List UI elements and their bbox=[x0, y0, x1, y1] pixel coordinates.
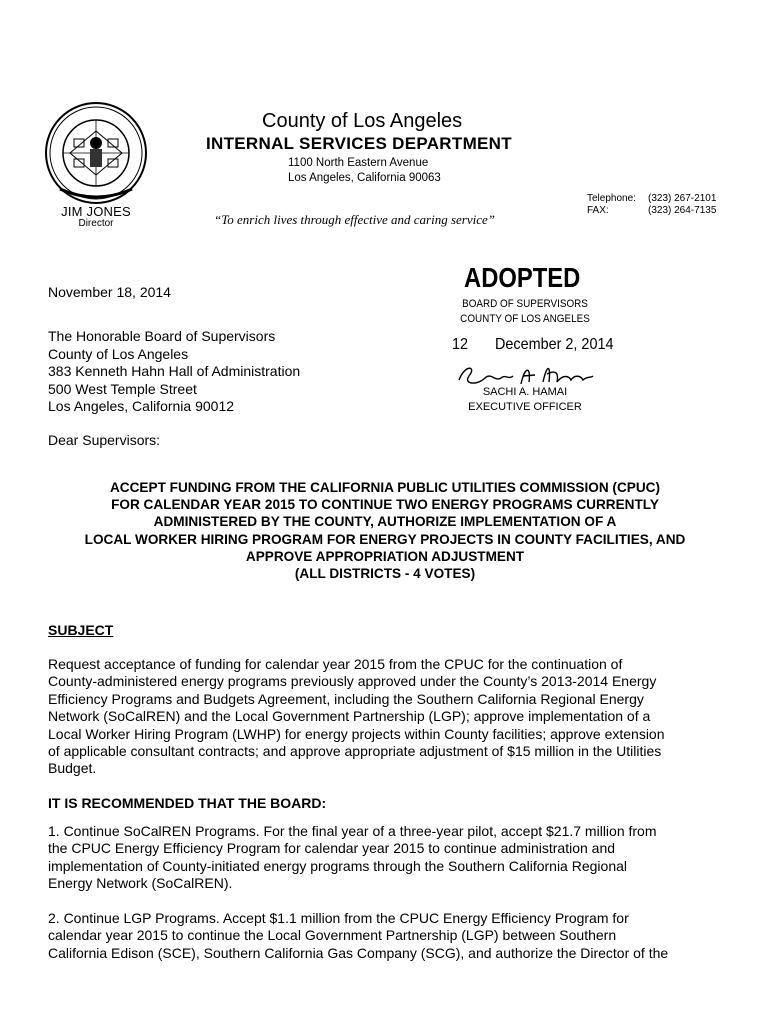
title-line: ACCEPT FUNDING FROM THE CALIFORNIA PUBLIC UTILITIES COMMISSION (CPUC) bbox=[109, 480, 661, 495]
telephone-number: (323) 267-2101 bbox=[648, 193, 717, 204]
paragraph-line: Network (SoCalREN) and the Local Government Partnership (LGP); approve implementation of a bbox=[48, 708, 651, 725]
address-line-1: 1100 North Eastern Avenue bbox=[288, 157, 429, 169]
recipient-line: County of Los Angeles bbox=[48, 345, 189, 362]
salutation: Dear Supervisors: bbox=[48, 432, 161, 448]
stamp-board: BOARD OF SUPERVISORS bbox=[462, 298, 588, 310]
stamp-item-number: 12 bbox=[452, 336, 469, 353]
department-name: INTERNAL SERVICES DEPARTMENT bbox=[206, 134, 512, 153]
title-line: LOCAL WORKER HIRING PROGRAM FOR ENERGY PROJECTS IN COUNTY FACILITIES, AND bbox=[84, 531, 686, 547]
paragraph-line: Request acceptance of funding for calendar year 2015 from the CPUC for the continuation of bbox=[48, 656, 623, 672]
paragraph-line: Efficiency Programs and Budgets Agreement, including the Southern California Regional Energy bbox=[48, 690, 644, 707]
paragraph-line: 1. Continue SoCalREN Programs. For the final year of a three-year pilot, accept $21.7 million from bbox=[48, 823, 657, 839]
subject-paragraph bbox=[48, 656, 728, 778]
title-line: (ALL DISTRICTS - 4 VOTES) bbox=[294, 566, 476, 582]
paragraph-line: Budget. bbox=[48, 760, 97, 777]
recipient-address bbox=[48, 328, 300, 416]
stamp-date: December 2, 2014 bbox=[495, 336, 614, 353]
telephone-label: Telephone: bbox=[587, 193, 636, 204]
paragraph-line: 2. Continue LGP Programs. Accept $1.1 million from the CPUC Energy Efficiency Program for bbox=[48, 910, 629, 926]
paragraph-line: implementation of County-initiated energy programs through the Southern California Regional bbox=[48, 857, 627, 874]
paragraph-line: County-administered energy programs previously approved under the County’s 2013-2014 Energy bbox=[48, 673, 657, 690]
stamp-county: COUNTY OF LOS ANGELES bbox=[460, 313, 590, 325]
paragraph-line: of applicable consultant contracts; and approve appropriate adjustment of $15 million in the Utilities bbox=[48, 743, 662, 760]
title-line: ADMINISTERED BY THE COUNTY, AUTHORIZE IMPLEMENTATION OF A bbox=[153, 514, 617, 530]
address-line-2: Los Angeles, California 90063 bbox=[288, 172, 441, 184]
recommendation-2 bbox=[48, 910, 728, 962]
paragraph-line: Local Worker Hiring Program (LWHP) for energy projects within County facilities; approve extension bbox=[48, 725, 665, 742]
paragraph-line: Energy Network (SoCalREN). bbox=[48, 875, 233, 892]
recommendation-heading: IT IS RECOMMENDED THAT THE BOARD: bbox=[48, 795, 327, 811]
paragraph-line: California Edison (SCE), Southern California Gas Company (SCG), and authorize the Director of the bbox=[48, 944, 669, 961]
recipient-line: 500 West Temple Street bbox=[48, 380, 197, 397]
recipient-line: 383 Kenneth Hahn Hall of Administration bbox=[48, 363, 301, 379]
letter-title bbox=[40, 479, 730, 582]
county-seal-logo bbox=[44, 101, 148, 205]
recipient-line: Los Angeles, California 90012 bbox=[48, 398, 235, 414]
fax-number: (323) 264-7135 bbox=[648, 205, 717, 216]
department-motto: “To enrich lives through effective and caring service” bbox=[214, 212, 496, 227]
director-title: Director bbox=[78, 218, 114, 229]
letter-date: November 18, 2014 bbox=[48, 284, 171, 300]
stamp-signer-name: SACHI A. HAMAI bbox=[482, 386, 568, 398]
adopted-stamp-heading: ADOPTED bbox=[464, 262, 581, 293]
fax-label: FAX: bbox=[587, 205, 609, 216]
stamp-signer-title: EXECUTIVE OFFICER bbox=[468, 401, 582, 413]
subject-heading: SUBJECT bbox=[48, 622, 114, 638]
director-name: JIM JONES bbox=[61, 204, 131, 219]
title-line: FOR CALENDAR YEAR 2015 TO CONTINUE TWO ENERGY PROGRAMS CURRENTLY bbox=[111, 497, 659, 513]
recipient-line: The Honorable Board of Supervisors bbox=[48, 328, 276, 344]
paragraph-line: the CPUC Energy Efficiency Program for calendar year 2015 to continue administration and bbox=[48, 840, 616, 857]
paragraph-line: calendar year 2015 to continue the Local Government Partnership (LGP) between Southern bbox=[48, 927, 617, 944]
title-line: APPROVE APPROPRIATION ADJUSTMENT bbox=[245, 548, 525, 564]
county-name: County of Los Angeles bbox=[262, 110, 463, 132]
recommendation-1 bbox=[48, 823, 728, 893]
